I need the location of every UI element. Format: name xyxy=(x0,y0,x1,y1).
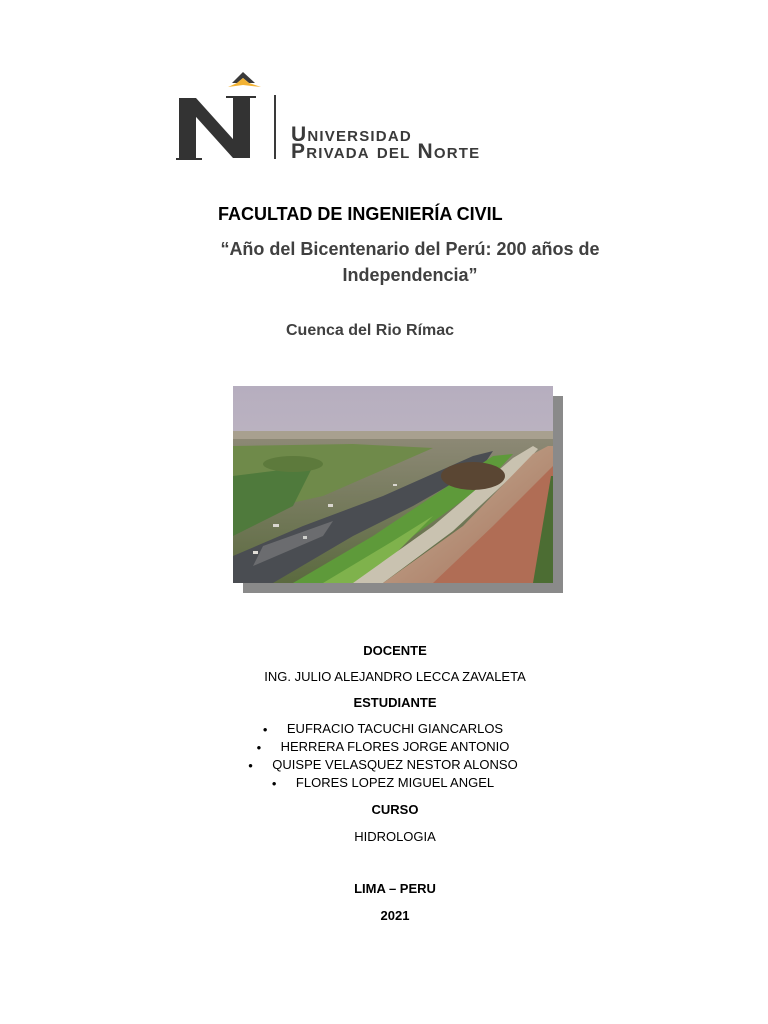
docente-name: ING. JULIO ALEJANDRO LECCA ZAVALETA xyxy=(264,669,526,684)
logo-line-1: Universidad xyxy=(291,123,412,146)
docente-heading: DOCENTE xyxy=(363,643,427,658)
university-logo xyxy=(176,68,586,168)
student-name: • EUFRACIO TACUCHI GIANCARLOS xyxy=(287,721,503,736)
logo-wordmark xyxy=(291,123,481,163)
list-item xyxy=(200,738,590,756)
document-title: Cuenca del Rio Rímac xyxy=(286,322,455,339)
list-item xyxy=(200,720,590,738)
list-item xyxy=(200,756,590,774)
student-list xyxy=(200,720,590,792)
student-name: • HERRERA FLORES JORGE ANTONIO xyxy=(281,739,510,754)
year: 2021 xyxy=(380,908,410,923)
logo-divider xyxy=(274,95,276,159)
student-name: • QUISPE VELASQUEZ NESTOR ALONSO xyxy=(272,757,517,772)
logo-line-2: Privada del Norte xyxy=(291,140,481,163)
upn-n-logo-icon xyxy=(176,68,266,163)
river-channel-image xyxy=(233,386,553,583)
curso-name: HIDROLOGIA xyxy=(354,829,436,844)
list-item xyxy=(200,774,590,792)
year-motto: “Año del Bicentenario del Perú: 200 años de Independencia” xyxy=(220,239,600,285)
location: LIMA – PERU xyxy=(354,881,436,896)
curso-heading: CURSO xyxy=(371,802,419,817)
faculty-heading: FACULTAD DE INGENIERÍA CIVIL xyxy=(218,204,503,224)
river-photo xyxy=(233,386,553,583)
estudiante-heading: ESTUDIANTE xyxy=(353,695,437,710)
student-name: • FLORES LOPEZ MIGUEL ANGEL xyxy=(296,775,494,790)
